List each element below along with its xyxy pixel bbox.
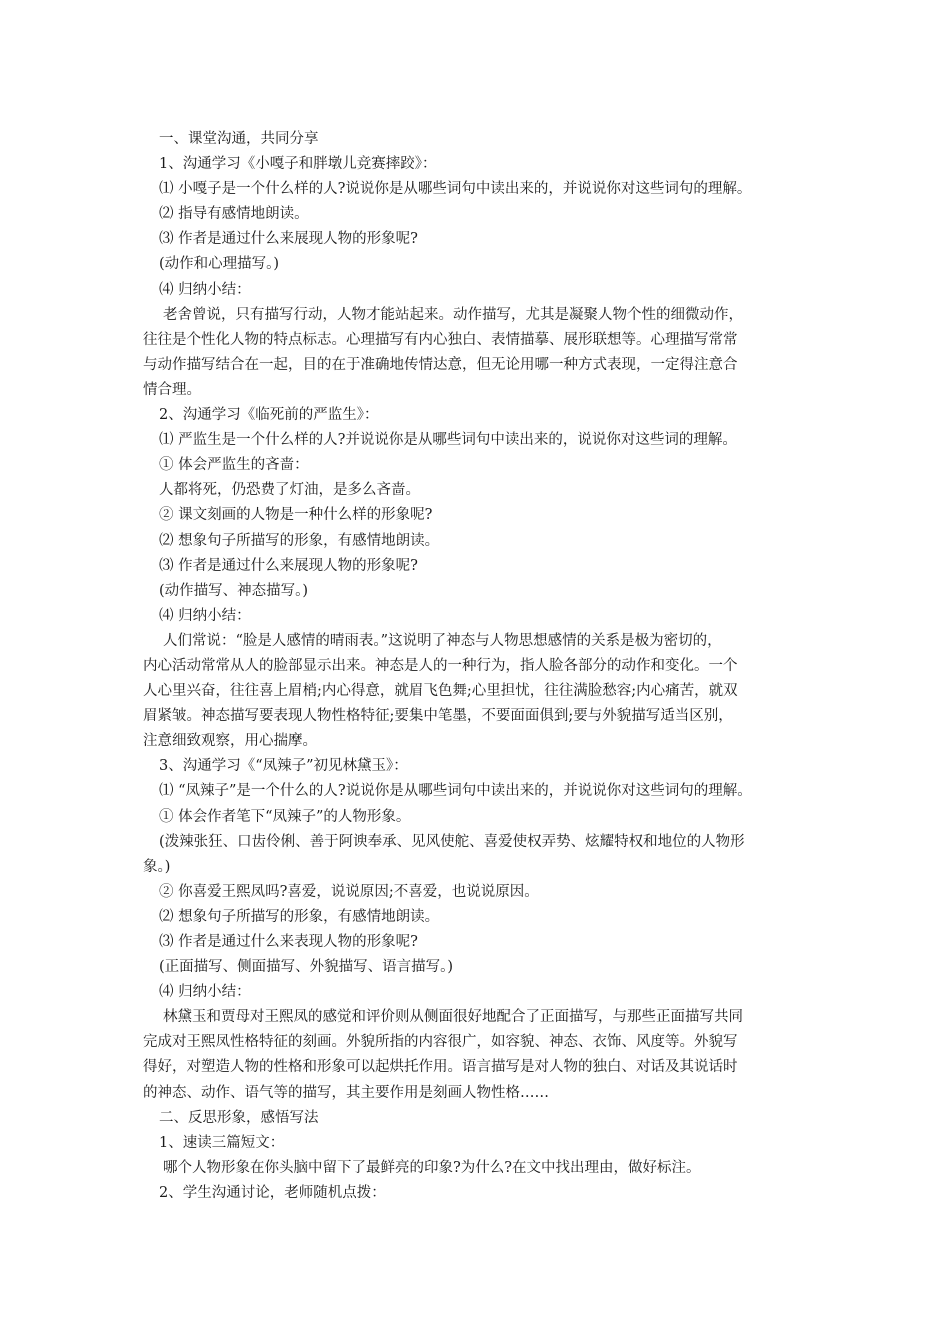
answer-note: (泼辣张狂、口齿伶俐、善于阿谀奉承、见风使舵、喜爱使权弄势、炫耀特权和地位的人物形 — [159, 833, 745, 850]
subsection-heading-1: 1、沟通学习《小嘎子和胖墩儿竞赛摔跤》： — [159, 156, 437, 173]
answer-note: 象。) — [143, 858, 171, 875]
paragraph-line: 人心里兴奋，往往喜上眉梢;内心得意，就眉飞色舞;心里担忧，往往满脸愁容;内心痛苦，就双 — [143, 683, 738, 700]
subsection-heading: 2、学生沟通讨论，老师随机点拨： — [159, 1184, 386, 1201]
question-item: ⑶ 作者是通过什么来表现人物的形象呢? — [159, 934, 418, 950]
paragraph-line: 得好，对塑造人物的性格和形象可以起烘托作用。语言描写是对人物的独白、对话及其说话时 — [143, 1059, 738, 1076]
paragraph-line: 的神态、动作、语气等的描写，其主要作用是刻画人物性格…… — [143, 1084, 549, 1101]
paragraph-line: 眉紧皱。神态描写要表现人物性格特征;要集中笔墨，不要面面俱到;要与外貌描写适当区别， — [143, 708, 733, 725]
subsection-heading-2: 2、沟通学习《临死前的严监生》： — [159, 407, 379, 424]
question-subitem: ② 课文刻画的人物是一种什么样的形象呢? — [159, 507, 433, 524]
document-body — [143, 127, 823, 1206]
paragraph-line: 人都将死，仍恐费了灯油，是多么吝啬。 — [159, 482, 420, 499]
section-heading-2: 二、反思形象，感悟写法 — [159, 1109, 319, 1126]
answer-note: (正面描写、侧面描写、外貌描写、语言描写。) — [159, 959, 454, 976]
paragraph-line: 情合理。 — [143, 381, 201, 398]
question-subitem: ① 体会严监生的吝啬： — [159, 457, 309, 474]
question-item: ⑶ 作者是通过什么来展现人物的形象呢? — [159, 557, 418, 574]
answer-note: (动作描写、神态描写。) — [159, 582, 309, 599]
question-item: ⑵ 想象句子所描写的形象，有感情地朗读。 — [159, 532, 440, 549]
subsection-heading: 1、速读三篇短文： — [159, 1134, 285, 1151]
paragraph-line: 内心活动常常从人的脸部显示出来。神态是人的一种行为，指人脸各部分的动作和变化。一个 — [143, 657, 738, 674]
subsection-heading-3: 3、沟通学习《“凤辣子”初见林黛玉》： — [159, 758, 408, 775]
question-item: ⑵ 想象句子所描写的形象，有感情地朗读。 — [159, 908, 440, 925]
summary-label: ⑷ 归纳小结： — [159, 607, 251, 624]
paragraph-line: 林黛玉和贾母对王熙凤的感觉和评价则从侧面很好地配合了正面描写，与那些正面描写共同 — [163, 1009, 743, 1026]
paragraph-line: 人们常说：“脸是人感情的晴雨表。”这说明了神态与人物思想感情的关系是极为密切的， — [163, 632, 722, 649]
question-item: ⑴ “凤辣子”是一个什么的人?说说你是从哪些词句中读出来的，并说说你对这些词句的理解。 — [159, 783, 752, 800]
question-subitem: ① 体会作者笔下“凤辣子”的人物形象。 — [159, 808, 411, 825]
question-item: ⑶ 作者是通过什么来展现人物的形象呢? — [159, 231, 418, 248]
question-item: ⑴ 小嘎子是一个什么样的人?说说你是从哪些词句中读出来的，并说说你对这些词句的理解。 — [159, 181, 752, 198]
answer-note: (动作和心理描写。) — [159, 256, 280, 273]
question-item: ⑵ 指导有感情地朗读。 — [159, 206, 309, 223]
paragraph-line: 往往是个性化人物的特点标志。心理描写有内心独白、表情描摹、展形联想等。心理描写常常 — [143, 331, 738, 348]
paragraph-line: 哪个人物形象在你头脑中留下了最鲜亮的印象?为什么?在文中找出理由，做好标注。 — [163, 1159, 701, 1176]
paragraph-line: 完成对王熙凤性格特征的刻画。外貌所指的内容很广，如容貌、神态、衣饰、风度等。外貌写 — [143, 1034, 738, 1051]
paragraph-line: 与动作描写结合在一起，目的在于准确地传情达意，但无论用哪一种方式表现，一定得注意合 — [143, 356, 738, 373]
summary-label: ⑷ 归纳小结： — [159, 984, 251, 1001]
summary-label: ⑷ 归纳小结： — [159, 281, 251, 298]
section-heading-1: 一、课堂沟通，共同分享 — [159, 131, 319, 147]
question-item: ⑴ 严监生是一个什么样的人?并说说你是从哪些词句中读出来的，说说你对这些词的理解。 — [159, 432, 737, 449]
paragraph-line: 老舍曾说，只有描写行动，人物才能站起来。动作描写，尤其是凝聚人物个性的细微动作， — [163, 306, 743, 323]
question-subitem: ② 你喜爱王熙凤吗?喜爱，说说原因;不喜爱，也说说原因。 — [159, 883, 539, 900]
paragraph-line: 注意细致观察，用心揣摩。 — [143, 733, 317, 750]
